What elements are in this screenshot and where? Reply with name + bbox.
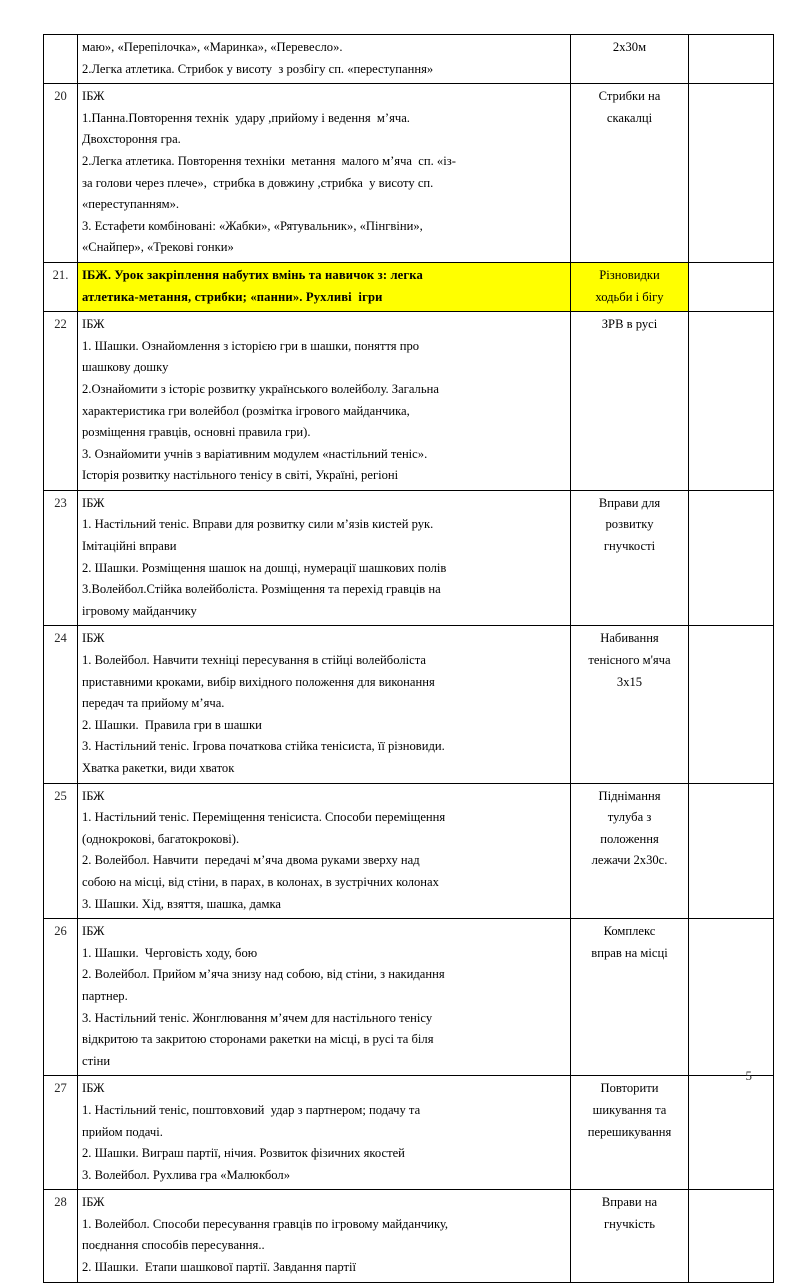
note-cell [689, 1076, 774, 1190]
lesson-content-line: 1. Шашки. Ознайомлення з історією гри в шашки, поняття про [82, 338, 420, 353]
row-number-cell: 23 [44, 490, 78, 626]
note-cell [689, 1190, 774, 1282]
row-number-cell: 28 [44, 1190, 78, 1282]
lesson-content-cell [78, 84, 571, 263]
lesson-content-line: 3. Волейбол. Рухлива гра «Малюкбол» [82, 1167, 291, 1182]
lesson-content-line: 1. Настільний теніс. Вправи для розвитку сили м’язів кистей рук. [82, 517, 434, 532]
table-row [44, 262, 774, 311]
homework-cell [571, 312, 689, 491]
homework-cell [571, 783, 689, 919]
lesson-content-line: Імітаційні вправи [82, 539, 177, 554]
lesson-content-line: передач та прийому м’яча. [82, 696, 225, 711]
table-row [44, 35, 774, 84]
row-number-cell: 26 [44, 919, 78, 1076]
homework-cell [571, 262, 689, 311]
homework-line: гнучкість [604, 1216, 655, 1231]
lesson-content-line: розміщення гравців, основні правила гри). [82, 425, 311, 440]
homework-cell [571, 1190, 689, 1282]
lesson-content-line: атлетика-метання, стрибки; «панни». Рухливі ігри [82, 289, 383, 304]
note-cell [689, 783, 774, 919]
page-number: 5 [745, 1068, 752, 1083]
lesson-content-cell [78, 1190, 571, 1282]
lesson-content-line: ІБЖ [82, 631, 105, 646]
lesson-content-line: 2.Легка атлетика. Стрибок у висоту з розбігу сп. «переступання» [82, 61, 434, 76]
lesson-content-line: 2. Шашки. Розміщення шашок на дошці, нумерації шашкових полів [82, 560, 447, 575]
lesson-content-cell [78, 35, 571, 84]
lesson-content-line: ІБЖ. Урок закріплення набутих вмінь та навичок з: легка [82, 267, 423, 282]
lesson-content-line: «переступанням». [82, 197, 180, 212]
lesson-content-line: відкритою та закритою сторонами ракетки на місці, в русі та біля [82, 1032, 434, 1047]
homework-line: розвитку [605, 517, 654, 532]
homework-line: Повторити [600, 1081, 659, 1096]
table-row [44, 312, 774, 491]
lesson-plan-table [43, 34, 774, 1283]
note-cell [689, 626, 774, 783]
lesson-content-cell [78, 783, 571, 919]
homework-line: гнучкості [603, 539, 656, 554]
row-number-cell [44, 35, 78, 84]
lesson-content-line: ІБЖ [82, 89, 105, 104]
homework-line: ЗРВ в русі [601, 317, 658, 332]
lesson-content-line: 2. Волейбол. Прийом м’яча знизу над собою, від стіни, з накидання [82, 967, 445, 982]
homework-line: Вправи на [601, 1195, 658, 1210]
lesson-content-line: 2. Шашки. Етапи шашкової партії. Завдання партії [82, 1260, 357, 1275]
homework-cell [571, 626, 689, 783]
table-row [44, 84, 774, 263]
table-row [44, 1190, 774, 1282]
lesson-content-line: 3. Ознайомити учнів з варіативним модулем «настільний теніс». [82, 446, 428, 461]
homework-line: тенісного м'яча [588, 653, 671, 668]
homework-line: 3х15 [616, 674, 643, 689]
lesson-content-line: ІБЖ [82, 924, 105, 939]
row-number-cell: 21. [44, 262, 78, 311]
lesson-content-line: поєднання способів пересування.. [82, 1238, 265, 1253]
lesson-content-line: ІБЖ [82, 495, 105, 510]
lesson-content-line: Хватка ракетки, види хваток [82, 761, 235, 775]
homework-line: ходьби і бігу [595, 289, 664, 304]
note-cell [689, 84, 774, 263]
lesson-content-line: ІБЖ [82, 1081, 105, 1096]
homework-cell [571, 490, 689, 626]
row-number-cell: 20 [44, 84, 78, 263]
homework-line: 2х30м [612, 40, 647, 54]
lesson-content-line: 1. Волейбол. Способи пересування гравців по ігровому майданчику, [82, 1216, 449, 1231]
homework-line: Комплекс [603, 924, 656, 939]
homework-cell [571, 1076, 689, 1190]
note-cell [689, 312, 774, 491]
lesson-content-line: 3. Настільний теніс. Ігрова початкова стійка тенісиста, її різновиди. [82, 739, 445, 754]
lesson-content-line: «Снайпер», «Трекові гонки» [82, 240, 234, 255]
homework-line: Різновидки [599, 267, 660, 282]
note-cell [689, 490, 774, 626]
row-number-cell: 22 [44, 312, 78, 491]
lesson-content-line: ігровому майданчику [82, 603, 197, 618]
lesson-content-line: характеристика гри волейбол (розмітка ігрового майданчика, [82, 403, 410, 418]
homework-line: положення [600, 831, 659, 846]
note-cell [689, 262, 774, 311]
lesson-content-line: 2. Шашки. Правила гри в шашки [82, 717, 262, 732]
lesson-content-line: 3.Волейбол.Стійка волейболіста. Розміщення та перехід гравців на [82, 582, 441, 597]
homework-line: Піднімання [598, 788, 661, 803]
homework-line: тулуба з [607, 810, 652, 825]
lesson-content-line: шашкову дошку [82, 360, 169, 375]
row-number-cell: 24 [44, 626, 78, 783]
lesson-content-line: собою на місці, від стіни, в парах, в колонах, в зустрічних колонах [82, 874, 439, 889]
lesson-content-cell [78, 262, 571, 311]
homework-line: скакалці [606, 110, 653, 125]
lesson-content-cell [78, 1076, 571, 1190]
lesson-content-line: 2. Волейбол. Навчити передачі м’яча двома руками зверху над [82, 853, 420, 868]
lesson-content-line: 2.Ознайомити з історіє розвитку українського волейболу. Загальна [82, 381, 439, 396]
table-row [44, 783, 774, 919]
homework-line: Набивання [600, 631, 659, 646]
lesson-content-line: прийом подачі. [82, 1124, 163, 1139]
lesson-content-line: ІБЖ [82, 788, 105, 803]
homework-cell [571, 35, 689, 84]
table-row [44, 490, 774, 626]
lesson-content-cell [78, 312, 571, 491]
lesson-content-line: за голови через плече», стрибка в довжину ,стрибка у висоту сп. [82, 175, 434, 190]
note-cell [689, 35, 774, 84]
lesson-content-line: 1. Шашки. Черговість ходу, бою [82, 945, 258, 960]
lesson-content-line: Двохстороння гра. [82, 132, 181, 147]
lesson-content-line: партнер. [82, 988, 128, 1003]
lesson-content-line: 1.Панна.Повторення технік удару ,прийому і ведення м’яча. [82, 110, 410, 125]
lesson-content-cell [78, 490, 571, 626]
lesson-content-line: 2. Шашки. Виграш партії, нічия. Розвиток фізичних якостей [82, 1146, 405, 1161]
lesson-content-line: стіни [82, 1053, 111, 1068]
lesson-content-line: 3. Настільний теніс. Жонглювання м’ячем для настільного тенісу [82, 1010, 433, 1025]
homework-line: Стрибки на [598, 89, 661, 104]
lesson-content-line: 3. Естафети комбіновані: «Жабки», «Рятувальник», «Пінгвіни», [82, 218, 423, 233]
lesson-content-line: (однокрокові, багатокрокові). [82, 831, 240, 846]
table-row [44, 1076, 774, 1190]
homework-line: шикування та [592, 1102, 667, 1117]
lesson-content-line: приставними кроками, вибір вихідного положення для виконання [82, 674, 435, 689]
table-row [44, 919, 774, 1076]
lesson-content-line: Історія розвитку настільного тенісу в світі, Україні, регіоні [82, 468, 399, 483]
lesson-content-line: маю», «Перепілочка», «Маринка», «Перевесло». [82, 40, 343, 54]
homework-line: лежачи 2х30с. [591, 853, 668, 868]
table-row [44, 626, 774, 783]
lesson-content-cell [78, 626, 571, 783]
homework-line: перешикування [587, 1124, 672, 1139]
row-number-cell: 25 [44, 783, 78, 919]
lesson-content-line: ІБЖ [82, 317, 105, 332]
lesson-plan-table-body [44, 35, 774, 1283]
homework-line: Вправи для [598, 495, 661, 510]
homework-line: вправ на місці [591, 945, 668, 960]
lesson-content-line: 3. Шашки. Хід, взяття, шашка, дамка [82, 896, 281, 911]
lesson-content-line: 1. Настільний теніс, поштовховий удар з партнером; подачу та [82, 1102, 421, 1117]
lesson-content-line: 2.Легка атлетика. Повторення техніки метання малого м’яча сп. «із- [82, 153, 456, 168]
lesson-content-line: 1. Настільний теніс. Переміщення тенісиста. Способи переміщення [82, 810, 446, 825]
lesson-content-line: ІБЖ [82, 1195, 105, 1210]
note-cell [689, 919, 774, 1076]
homework-cell [571, 919, 689, 1076]
row-number-cell: 27 [44, 1076, 78, 1190]
lesson-content-cell [78, 919, 571, 1076]
lesson-content-line: 1. Волейбол. Навчити техніці пересування в стійці волейболіста [82, 653, 426, 668]
homework-cell [571, 84, 689, 263]
